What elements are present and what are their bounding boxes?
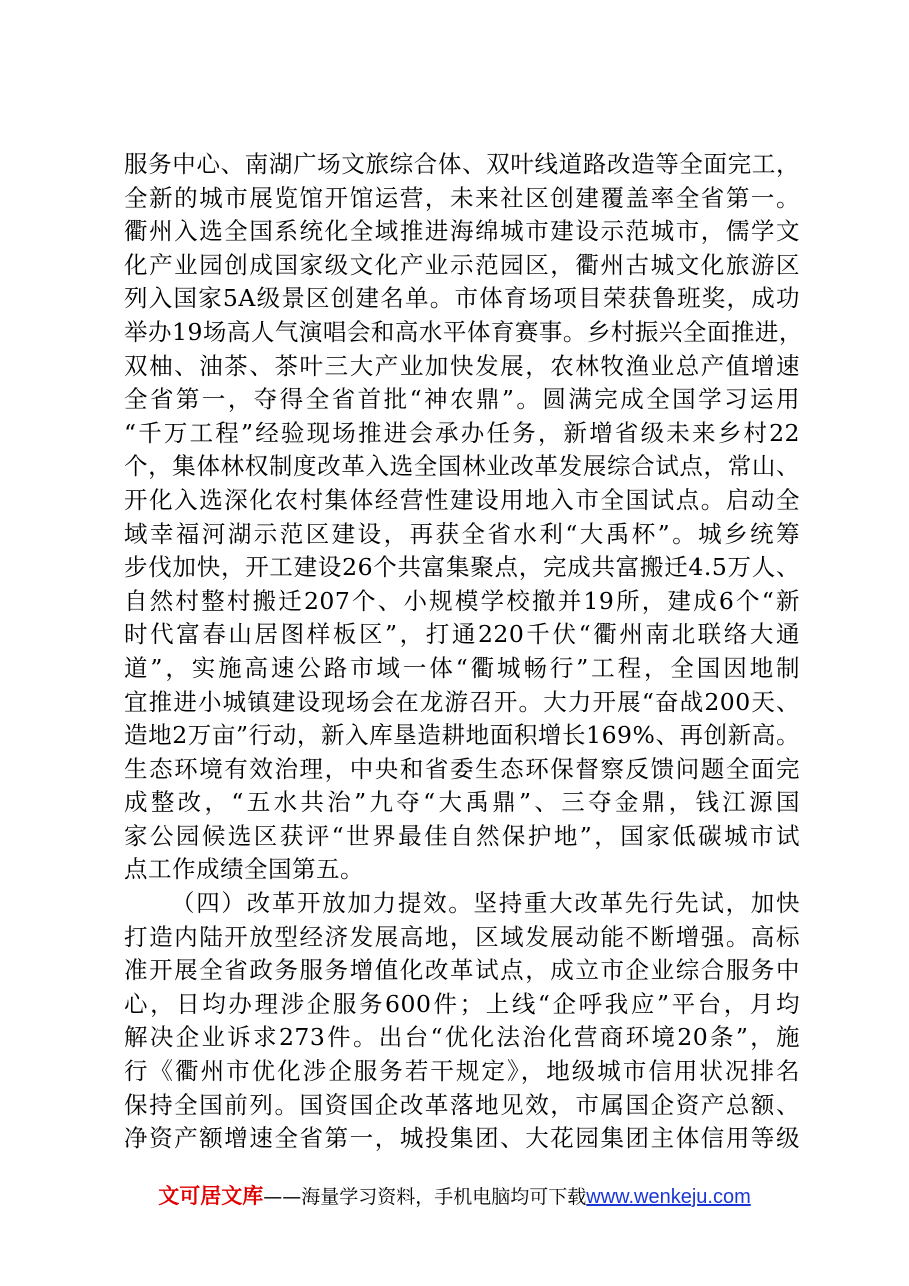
text-line: 生态环境有效治理，中央和省委生态环保督察反馈问题全面完 [124,754,800,783]
text-line: 自然村整村搬迁207个、小规模学校撤并19所，建成6个“新 [124,586,800,615]
text-line: 解决企业诉求273件。出台“优化法治化营商环境20条”，施 [124,1023,800,1052]
text-line: 行《衢州市优化涉企服务若干规定》，地级城市信用状况排名 [124,1057,800,1086]
section-heading-line: （四）改革开放加力提效。坚持重大改革先行先试，加快 [171,889,800,918]
text-line: 道”，实施高速公路市域一体“衢城畅行”工程，全国因地制 [124,653,800,682]
text-line: 步伐加快，开工建设26个共富集聚点，完成共富搬迁4.5万人、 [124,553,800,582]
text-line: 打造内陆开放型经济发展高地，区域发展动能不断增强。高标 [124,922,800,951]
text-line: 成整改，“五水共治”九夺“大禹鼎”、三夺金鼎，钱江源国 [124,788,800,817]
document-body [124,148,803,1156]
text-line: 家公园候选区获评“世界最佳自然保护地”，国家低碳城市试 [124,821,800,850]
text-line: 净资产额增速全省第一，城投集团、大花园集团主体信用等级 [124,1124,800,1153]
footer-banner [0,1182,909,1211]
text-line: 全新的城市展览馆开馆运营，未来社区创建覆盖率全省第一。 [124,183,800,212]
text-line: 点工作成绩全国第五。 [124,855,364,884]
text-line: 域幸福河湖示范区建设，再获全省水利“大禹杯”。城乡统筹 [124,519,800,548]
footer-slogan: ——海量学习资料，手机电脑均可下载 [263,1186,587,1208]
text-line: 举办19场高人气演唱会和高水平体育赛事。乡村振兴全面推进， [124,317,803,346]
text-line: 保持全国前列。国资国企改革落地见效，市属国企资产总额、 [124,1090,800,1119]
footer-site-link[interactable]: www.wenkeju.com [586,1186,751,1208]
text-line: “千万工程”经验现场推进会承办任务，新增省级未来乡村22 [124,418,800,447]
text-line: 时代富春山居图样板区”，打通220千伏“衢州南北联络大通 [124,620,800,649]
text-line: 个，集体林权制度改革入选全国林业改革发展综合试点，常山、 [124,452,800,481]
text-line: 心，日均办理涉企服务600件；上线“企呼我应”平台，月均 [124,989,800,1018]
text-line: 列入国家5A级景区创建名单。市体育场项目荣获鲁班奖，成功 [124,284,800,313]
text-line: 宜推进小城镇建设现场会在龙游召开。大力开展“奋战200天、 [124,687,800,716]
text-line: 双柚、油茶、茶叶三大产业加快发展，农林牧渔业总产值增速 [124,351,800,380]
text-line: 服务中心、南湖广场文旅综合体、双叶线道路改造等全面完工， [124,150,800,178]
text-line: 衢州入选全国系统化全域推进海绵城市建设示范城市，儒学文 [124,217,800,246]
text-line: 造地2万亩”行动，新入库垦造耕地面积增长169%、再创新高。 [124,721,800,750]
text-line: 准开展全省政务服务增值化改革试点，成立市企业综合服务中 [124,956,800,985]
text-line: 全省第一，夺得全省首批“神农鼎”。圆满完成全国学习运用 [124,385,800,414]
footer-brand: 文可居文库 [158,1184,264,1208]
text-line: 化产业园创成国家级文化产业示范园区，衢州古城文化旅游区 [124,250,800,279]
text-line: 开化入选深化农村集体经营性建设用地入市全国试点。启动全 [124,485,800,514]
